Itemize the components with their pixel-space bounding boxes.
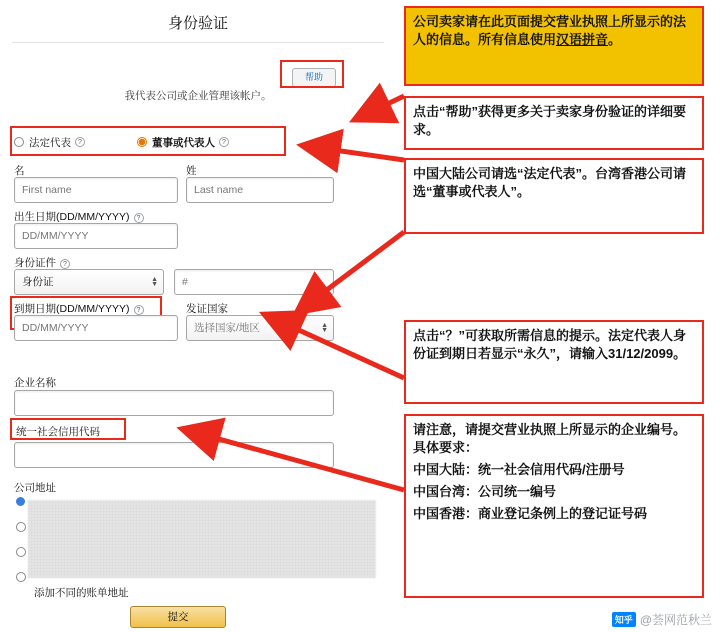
callout-company-number-line-2: 中国大陆：统一社会信用代码/注册号: [413, 461, 625, 477]
submit-button[interactable]: 提交: [130, 606, 226, 628]
radio-circle-icon[interactable]: [14, 137, 24, 147]
company-name-label: 企业名称: [14, 377, 56, 389]
callout-company-number-line-4: 中国香港：商业登记条例上的登记证号码: [413, 505, 648, 521]
expiry-input[interactable]: DD/MM/YYYY: [14, 315, 178, 341]
radio-director-label: 董事或代表人: [152, 136, 215, 149]
company-address-label: 公司地址: [14, 482, 56, 494]
credit-code-label: 统一社会信用代码: [16, 426, 100, 438]
watermark: [612, 611, 712, 628]
callout-company-number: [404, 414, 704, 598]
last-name-input[interactable]: Last name: [186, 177, 334, 203]
radio-legal-representative-label: 法定代表: [29, 136, 71, 149]
dob-input[interactable]: DD/MM/YYYY: [14, 223, 178, 249]
question-mark-icon[interactable]: ?: [219, 137, 229, 147]
address-radio-icon[interactable]: [16, 547, 26, 557]
issuing-country-label: 发证国家: [186, 303, 228, 315]
chevron-updown-icon: [151, 277, 158, 287]
expiry-label: 到期日期(DD/MM/YYYY) ?: [14, 301, 144, 316]
question-mark-icon[interactable]: ?: [134, 305, 144, 315]
id-type-label: 身份证件 ?: [14, 255, 70, 270]
question-mark-icon[interactable]: ?: [134, 213, 144, 223]
company-name-input[interactable]: [14, 390, 334, 416]
help-highlight-box: [280, 60, 344, 88]
page-title: 身份验证: [167, 15, 228, 32]
callout-company-number-line-1: 请注意，请提交营业执照上所显示的企业编号。具体要求：: [413, 422, 687, 455]
issuing-country-select[interactable]: 选择国家/地区 ▲ ▼: [186, 315, 334, 341]
question-mark-icon[interactable]: ?: [75, 137, 85, 147]
help-button[interactable]: 帮助: [292, 68, 336, 87]
callout-business-license: 公司卖家请在此页面提交营业执照上所显示的法人的信息。所有信息使用汉语拼音。: [404, 6, 704, 86]
address-radio-icon[interactable]: [16, 522, 26, 532]
chevron-updown-icon: [321, 323, 328, 333]
address-radio-selected-icon[interactable]: [16, 497, 25, 506]
first-name-input[interactable]: First name: [14, 177, 178, 203]
address-options-blurred: [28, 500, 376, 578]
callout-question-mark: 点击“？”可获取所需信息的提示。法定代表人身份证到期日若显示“永久”，请输入31/12/2099。: [404, 320, 704, 404]
radio-legal-representative[interactable]: [14, 135, 85, 150]
first-name-label: 名: [14, 165, 25, 177]
callout-company-number-line-3: 中国台湾：公司统一编号: [413, 483, 557, 499]
title-divider: [12, 42, 384, 43]
id-type-select[interactable]: 身份证 ▲ ▼: [14, 269, 164, 295]
radio-circle-icon[interactable]: [137, 137, 147, 147]
callout-radio-choice: 中国大陆公司请选“法定代表”。台湾香港公司请选“董事或代表人”。: [404, 158, 704, 234]
id-number-input[interactable]: #: [174, 269, 334, 295]
zhihu-logo-icon: 知乎: [612, 612, 636, 627]
question-mark-icon[interactable]: ?: [60, 259, 70, 269]
watermark-user: @荟网范秋兰: [639, 613, 712, 627]
dob-label: 出生日期(DD/MM/YYYY) ?: [14, 209, 144, 224]
callout-help: 点击“帮助”获得更多关于卖家身份验证的详细要求。: [404, 96, 704, 150]
different-billing-address-label: 添加不同的账单地址: [34, 587, 129, 599]
radio-director[interactable]: [137, 135, 229, 150]
credit-code-input[interactable]: [14, 442, 334, 468]
representative-type-radio-group[interactable]: [14, 130, 282, 154]
form-intro-text: 我代表公司或企业管理该帐户。: [124, 90, 272, 102]
address-radio-icon[interactable]: [16, 572, 26, 582]
last-name-label: 姓: [186, 165, 197, 177]
credit-code-highlight-box: [10, 418, 126, 440]
